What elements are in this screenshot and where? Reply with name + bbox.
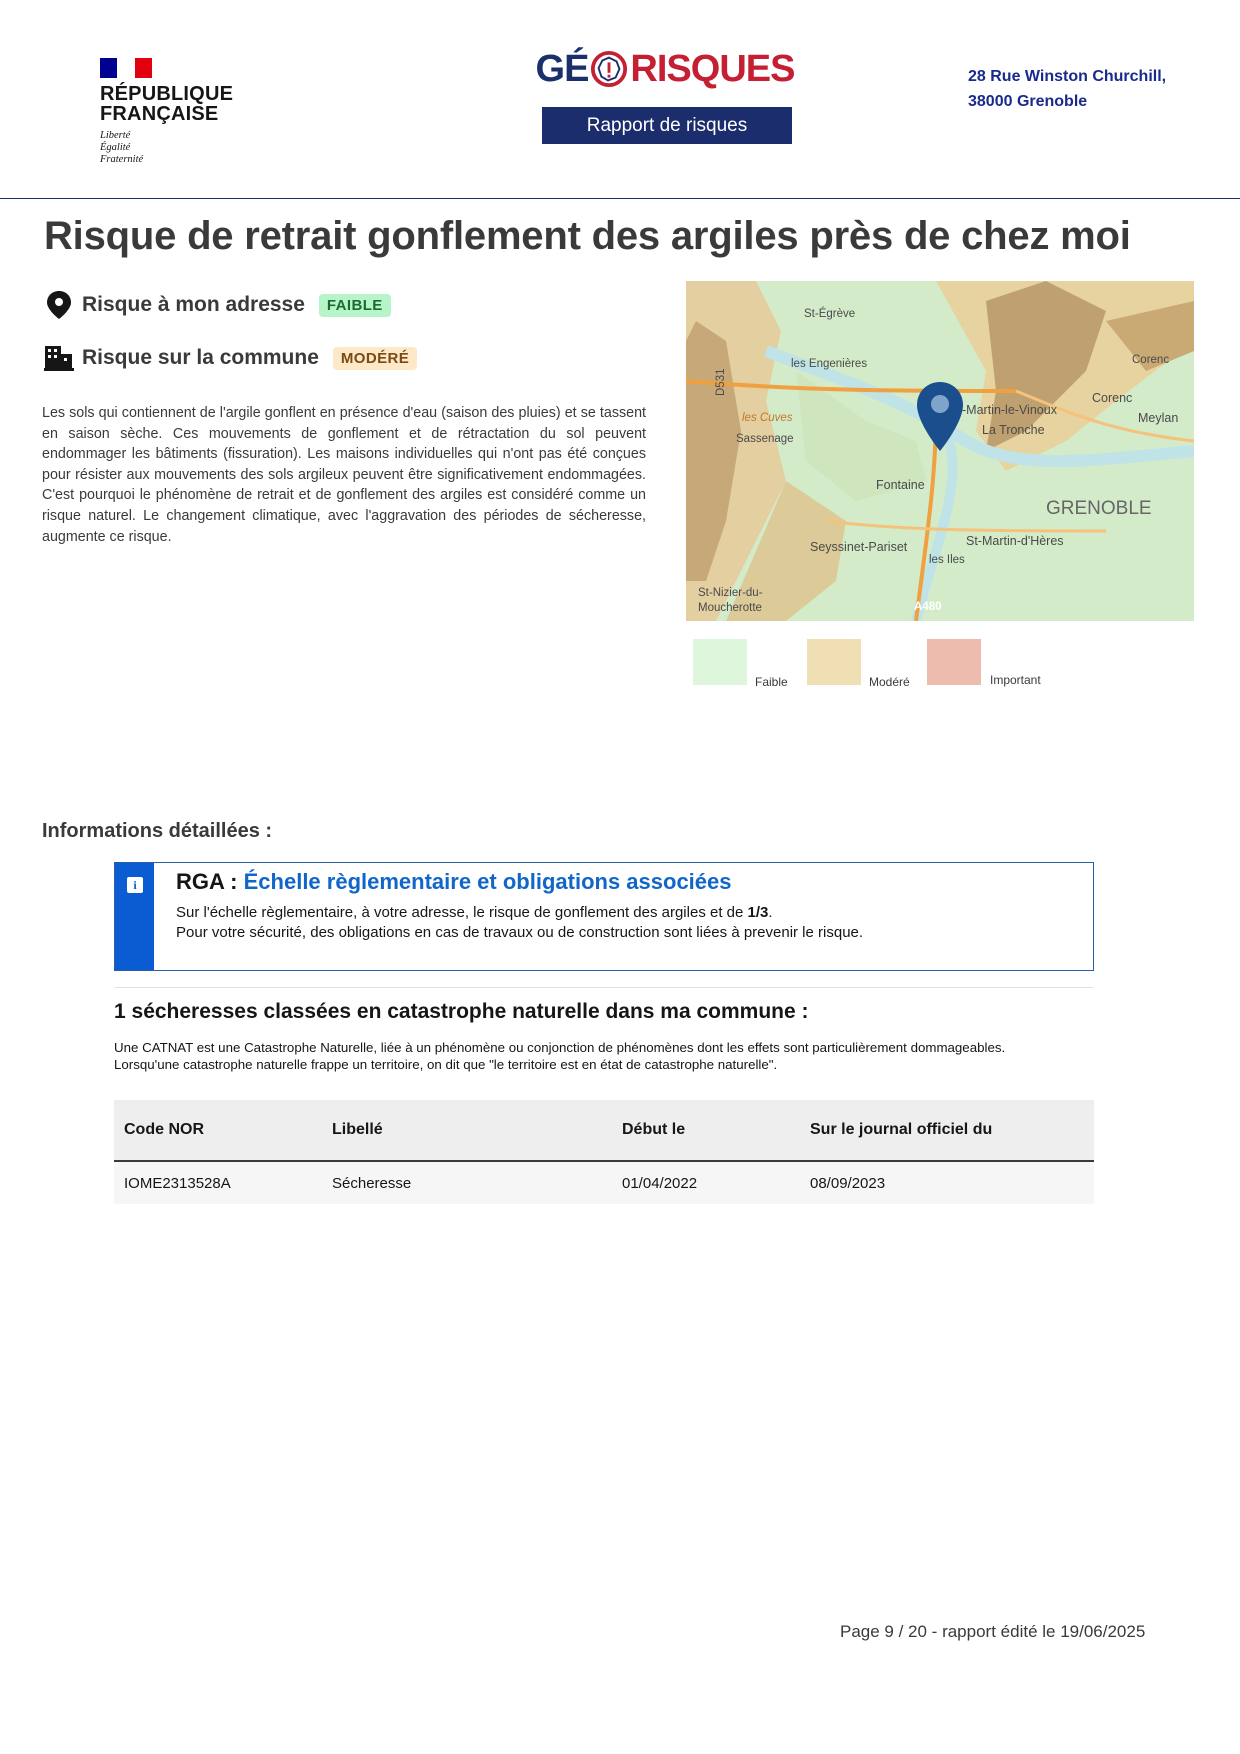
rga-line-1: Sur l'échelle règlementaire, à votre adresse, le risque de gonflement des argiles et de 1/3. [176, 904, 773, 921]
cell-libelle: Sécheresse [322, 1161, 612, 1204]
map-label: Corenc [1132, 354, 1170, 366]
table-row [114, 1161, 1094, 1204]
cell-code-nor: IOME2313528A [114, 1161, 322, 1204]
cell-debut: 01/04/2022 [612, 1161, 800, 1204]
map-label: D531 [715, 368, 727, 396]
map-label: les Cuves [742, 412, 793, 424]
map-label: St-Martin-d'Hères [966, 534, 1064, 548]
risk-commune-row [44, 343, 417, 373]
info-icon: i [127, 877, 143, 893]
map-label: Fontaine [876, 478, 925, 492]
column-header-code-nor: Code NOR [114, 1100, 322, 1161]
catnat-title: 1 sécheresses classées en catastrophe naturelle dans ma commune : [114, 1000, 809, 1023]
map-label: Sassenage [736, 433, 794, 445]
rga-callout-bar [115, 863, 154, 970]
map-label: St-Nizier-du- [698, 587, 763, 599]
column-header-debut: Début le [612, 1100, 800, 1161]
page-footer: Page 9 / 20 - rapport édité le 19/06/2025 [840, 1622, 1146, 1641]
rga-line-2: Pour votre sécurité, des obligations en cas de travaux ou de construction sont liées à prevenir le risque. [176, 923, 864, 941]
table-header-row [114, 1100, 1094, 1161]
report-banner: Rapport de risques [542, 107, 792, 144]
map-label: les Engenières [791, 358, 868, 370]
risk-address-label: Risque à mon adresse [82, 293, 305, 316]
map-label: La Tronche [982, 423, 1045, 437]
legend-swatch-important [927, 639, 981, 685]
republic-motto: Liberté Égalité Fraternité [100, 130, 144, 165]
map-label: les Iles [929, 554, 965, 566]
rga-callout [114, 862, 1094, 971]
address [968, 64, 1218, 114]
column-header-libelle: Libellé [322, 1100, 612, 1161]
legend-label-faible: Faible [755, 675, 788, 689]
column-header-journal: Sur le journal officiel du [800, 1100, 1094, 1161]
map-label: A480 [914, 601, 942, 613]
risk-address-badge: FAIBLE [319, 294, 391, 317]
address-line-2: 38000 Grenoble [968, 93, 1088, 110]
cell-journal: 08/09/2023 [800, 1161, 1094, 1204]
catnat-description: Une CATNAT est une Catastrophe Naturelle, liée à un phénomène ou conjonction de phénomènes dont les effets sont particulièrement dommageables. Lorsqu'une catastrophe naturelle frappe un territoire, on dit que "le territoire est en état de catastrophe naturelle". [114, 1040, 1006, 1072]
republique-francaise-logo [100, 58, 240, 166]
building-icon [44, 343, 74, 373]
legend-swatch-faible [693, 639, 747, 685]
risk-address-row [44, 290, 391, 320]
risk-map[interactable] [686, 281, 1194, 621]
logo-text-risques: RISQUES [630, 47, 795, 90]
logo-text-ge: GÉ [535, 47, 589, 90]
legend-swatch-modere [807, 639, 861, 685]
france-alert-icon [590, 50, 628, 88]
map-label: GRENOBLE [1046, 498, 1152, 519]
map-label: Seyssinet-Pariset [810, 540, 908, 554]
map-label: Corenc [1092, 391, 1133, 405]
address-line-1: 28 Rue Winston Churchill, [968, 68, 1167, 85]
risk-commune-badge: MODÉRÉ [333, 347, 417, 370]
legend-label-modere: Modéré [869, 675, 910, 689]
map-label: St-Égrève [804, 308, 856, 320]
details-heading: Informations détaillées : [42, 820, 273, 842]
georisques-logo [520, 42, 810, 96]
map-label: Meylan [1138, 411, 1179, 425]
legend-label-important: Important [990, 673, 1041, 687]
section-divider [114, 987, 1094, 988]
risk-description: Les sols qui contiennent de l'argile gonflent en présence d'eau (saison des pluies) et se tassent en saison sèche. Ces mouvements de gonflement et de rétractation du sol peuvent endommager les bâtiments (fissuration). Les maisons individuelles qui n'ont pas été conçues pour résister aux mouvements des sols argileux peuvent être significativement endommagées. C'est pourquoi le phénomène de retrait et de gonflement des argiles est considéré comme un risque naturel. Le changement climatique, avec l'aggravation des périodes de sécheresse, augmente ce risque. [42, 405, 646, 545]
map-label: -Martin-le-Vinoux [962, 403, 1057, 417]
risk-commune-label: Risque sur la commune [82, 346, 319, 369]
page-title: Risque de retrait gonflement des argiles près de chez moi [44, 214, 1131, 258]
catnat-table [114, 1100, 1094, 1204]
location-pin-icon [44, 290, 74, 320]
header-divider [0, 198, 1240, 199]
rga-prefix: RGA : [176, 869, 244, 894]
rga-link[interactable]: Échelle règlementaire et obligations associées [243, 869, 732, 894]
map-label: Moucherotte [698, 602, 762, 614]
republique-francaise-name: RÉPUBLIQUE FRANÇAISE [100, 83, 234, 125]
french-flag-icon [100, 58, 152, 78]
